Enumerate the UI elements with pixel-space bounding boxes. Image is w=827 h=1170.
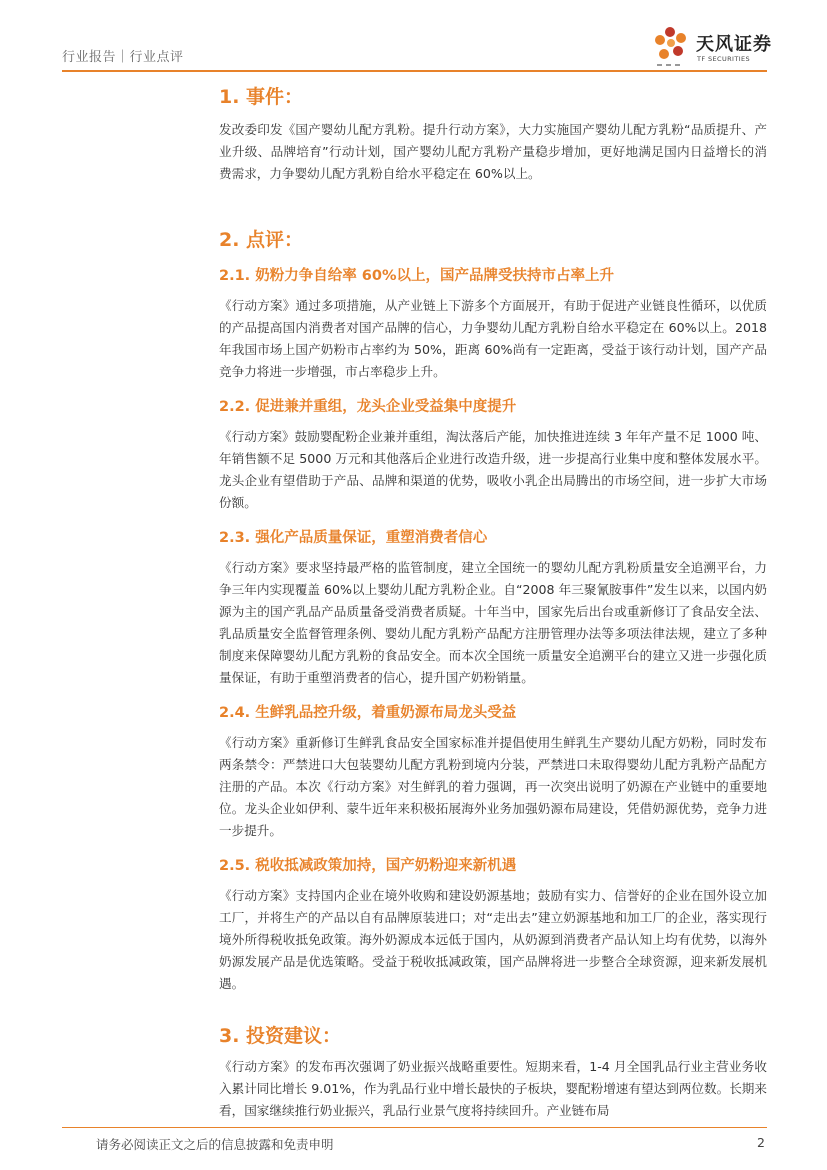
subsection-2-1-heading: 2.1. 奶粉力争自给率 60%以上，国产品牌受扶持市占率上升	[219, 268, 614, 284]
section-1-heading: 1. 事件：	[219, 86, 304, 108]
brand-name: 天风证券	[696, 34, 772, 55]
brand-subtitle: TF SECURITIES	[697, 55, 751, 63]
flower-logo-icon	[648, 24, 694, 72]
section-3-heading: 3. 投资建议：	[219, 1025, 342, 1047]
subsection-2-5-paragraph: 《行动方案》支持国内企业在境外收购和建设奶源基地；鼓励有实力、信誉好的企业在国外设立加工厂，并将生产的产品以自有品牌原装进口；对“走出去”建立奶源基地和加工厂的企业，落实现行境外所得税收抵免政策。海外奶源成本远低于国内，从奶源到消费者产品认知上均有优势，以海外奶源发展产品是优选策略。受益于税收抵减政策，国产品牌将进一步整合全球资源，迎来新发展机遇。	[219, 888, 767, 991]
subsection-2-2-paragraph: 《行动方案》鼓励婴配粉企业兼并重组，淘汰落后产能，加快推进连续 3 年年产量不足 1000 吨、年销售额不足 5000 万元和其他落后企业进行改造升级，进一步提高行业集中度和整体发展水平。龙头企业有望借助于产品、品牌和渠道的优势，吸收小乳企出局腾出的市场空间，进一步扩大市场份额。	[219, 429, 767, 510]
subsection-2-4-paragraph: 《行动方案》重新修订生鲜乳食品安全国家标准并提倡使用生鲜乳生产婴幼儿配方奶粉，同时发布两条禁令：严禁进口大包装婴幼儿配方乳粉到境内分装，严禁进口未取得婴幼儿配方乳粉产品配方注册的产品。本次《行动方案》对生鲜乳的着力强调，再一次突出说明了奶源在产业链中的重要地位。龙头企业如伊利、蒙牛近年来积极拓展海外业务加强奶源布局建设，凭借奶源优势，竞争力进一步提升。	[219, 735, 767, 838]
report-body	[219, 82, 767, 1122]
page-number: 2	[757, 1135, 765, 1150]
subsection-2-4-heading: 2.4. 生鲜乳品控升级，着重奶源布局龙头受益	[219, 705, 517, 721]
subsection-2-2-heading: 2.2. 促进兼并重组，龙头企业受益集中度提升	[219, 399, 517, 415]
subsection-2-5-heading: 2.5. 税收抵减政策加持，国产奶粉迎来新机遇	[219, 858, 517, 874]
subsection-2-3-heading: 2.3. 强化产品质量保证，重塑消费者信心	[219, 530, 488, 546]
subsection-2-3-paragraph: 《行动方案》要求坚持最严格的监管制度，建立全国统一的婴幼儿配方乳粉质量安全追溯平台，力争三年内实现覆盖 60%以上婴幼儿配方乳粉企业。自“2008 年三聚氰胺事件”发生以来，以国内奶源为主的国产乳品产品质量备受消费者质疑。十年当中，国家先后出台或重新修订了食品安全法、乳品质量安全监督管理条例、婴幼儿配方乳粉产品配方注册管理办法等多项法律法规，建立了多种制度来保障婴幼儿配方乳粉的食品安全。而本次全国统一质量安全追溯平台的建立又进一步强化质量保证，有助于重塑消费者的信心，提升国产奶粉销量。	[219, 560, 767, 685]
header-divider	[62, 70, 767, 72]
footer-divider	[62, 1127, 767, 1128]
section-3-paragraph: 《行动方案》的发布再次强调了奶业振兴战略重要性。短期来看，1-4 月全国乳品行业主营业务收入累计同比增长 9.01%，作为乳品行业中增长最快的子板块，婴配粉增速有望达到两位数。长期来看，国家继续推行奶业振兴，乳品行业景气度将持续回升。产业链布局	[219, 1059, 767, 1118]
subsection-2-1-paragraph: 《行动方案》通过多项措施，从产业链上下游多个方面展开，有助于促进产业链良性循环，以优质的产品提高国内消费者对国产品牌的信心，力争婴幼儿配方乳粉自给水平稳定在 60%以上。2018 年我国市场上国产奶粉市占率约为 50%，距离 60%尚有一定距离，受益于该行动计划，国产产品竞争力将进一步增强，市占率稳步上升。	[219, 298, 767, 379]
report-category: 行业报告｜行业点评	[62, 50, 184, 65]
disclaimer-notice: 请务必阅读正文之后的信息披露和免责申明	[96, 1137, 334, 1152]
section-2-heading: 2. 点评：	[219, 229, 304, 251]
section-1-paragraph: 发改委印发《国产婴幼儿配方乳粉。提升行动方案》，大力实施国产婴幼儿配方乳粉“品质提升、产业升级、品牌培育”行动计划，国产婴幼儿配方乳粉产量稳步增加，更好地满足国内日益增长的消费需求，力争婴幼儿配方乳粉自给水平稳定在 60%以上。	[219, 122, 767, 181]
brand-logo	[648, 24, 772, 72]
